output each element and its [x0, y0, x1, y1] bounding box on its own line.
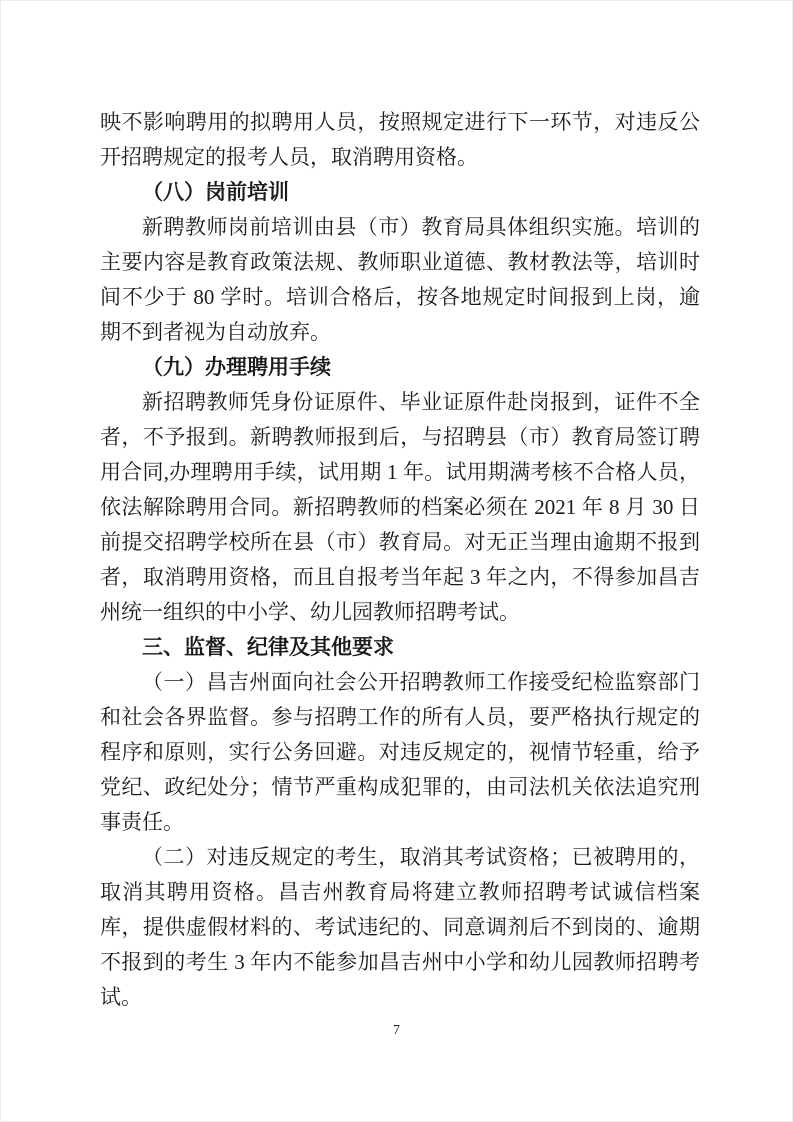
section-heading: （九）办理聘用手续 — [142, 356, 331, 379]
text-line: 新聘教师岗前培训由县（市）教育局具体组织实施。培训的 — [142, 215, 700, 239]
text-line: 映不影响聘用的拟聘用人员，按照规定进行下一环节，对违反公 — [100, 110, 700, 134]
text-line: 开招聘规定的报考人员，取消聘用资格。 — [100, 145, 478, 169]
text-line: 者，取消聘用资格，而且自报考当年起 3 年之内，不得参加昌吉 — [100, 565, 700, 589]
document-text-block — [100, 105, 700, 1015]
text-line: 依法解除聘用合同。新招聘教师的档案必须在 2021 年 8 月 30 日 — [100, 495, 700, 519]
text-line: 不报到的考生 3 年内不能参加昌吉州中小学和幼儿园教师招聘考 — [100, 950, 700, 974]
text-line: 试。 — [100, 985, 142, 1009]
text-line: 程序和原则，实行公务回避。对违反规定的，视情节轻重，给予 — [100, 740, 700, 764]
page-number: 7 — [393, 1023, 400, 1038]
text-line: 用合同,办理聘用手续，试用期 1 年。试用期满考核不合格人员， — [100, 460, 700, 484]
text-line: 新招聘教师凭身份证原件、毕业证原件赴岗报到，证件不全 — [142, 390, 700, 414]
text-line: 库，提供虚假材料的、考试违纪的、同意调剂后不到岗的、逾期 — [100, 915, 700, 939]
text-line: 事责任。 — [100, 810, 184, 834]
section-heading: （八）岗前培训 — [142, 181, 289, 204]
text-line: 期不到者视为自动放弃。 — [100, 320, 331, 344]
text-line: 州统一组织的中小学、幼儿园教师招聘考试。 — [100, 600, 520, 624]
text-line: 党纪、政纪处分；情节严重构成犯罪的，由司法机关依法追究刑 — [100, 775, 700, 799]
text-line: （二）对违反规定的考生，取消其考试资格；已被聘用的， — [142, 845, 700, 869]
text-line: 前提交招聘学校所在县（市）教育局。对无正当理由逾期不报到 — [100, 530, 700, 554]
text-line: 主要内容是教育政策法规、教师职业道德、教材教法等，培训时 — [100, 250, 700, 274]
text-line: （一）昌吉州面向社会公开招聘教师工作接受纪检监察部门 — [142, 670, 700, 694]
text-line: 取消其聘用资格。昌吉州教育局将建立教师招聘考试诚信档案 — [100, 880, 700, 904]
text-line: 者，不予报到。新聘教师报到后，与招聘县（市）教育局签订聘 — [100, 425, 700, 449]
text-line: 间不少于 80 学时。培训合格后，按各地规定时间报到上岗，逾 — [100, 285, 700, 309]
section-heading: 三、监督、纪律及其他要求 — [142, 636, 394, 659]
text-line: 和社会各界监督。参与招聘工作的所有人员，要严格执行规定的 — [100, 705, 700, 729]
